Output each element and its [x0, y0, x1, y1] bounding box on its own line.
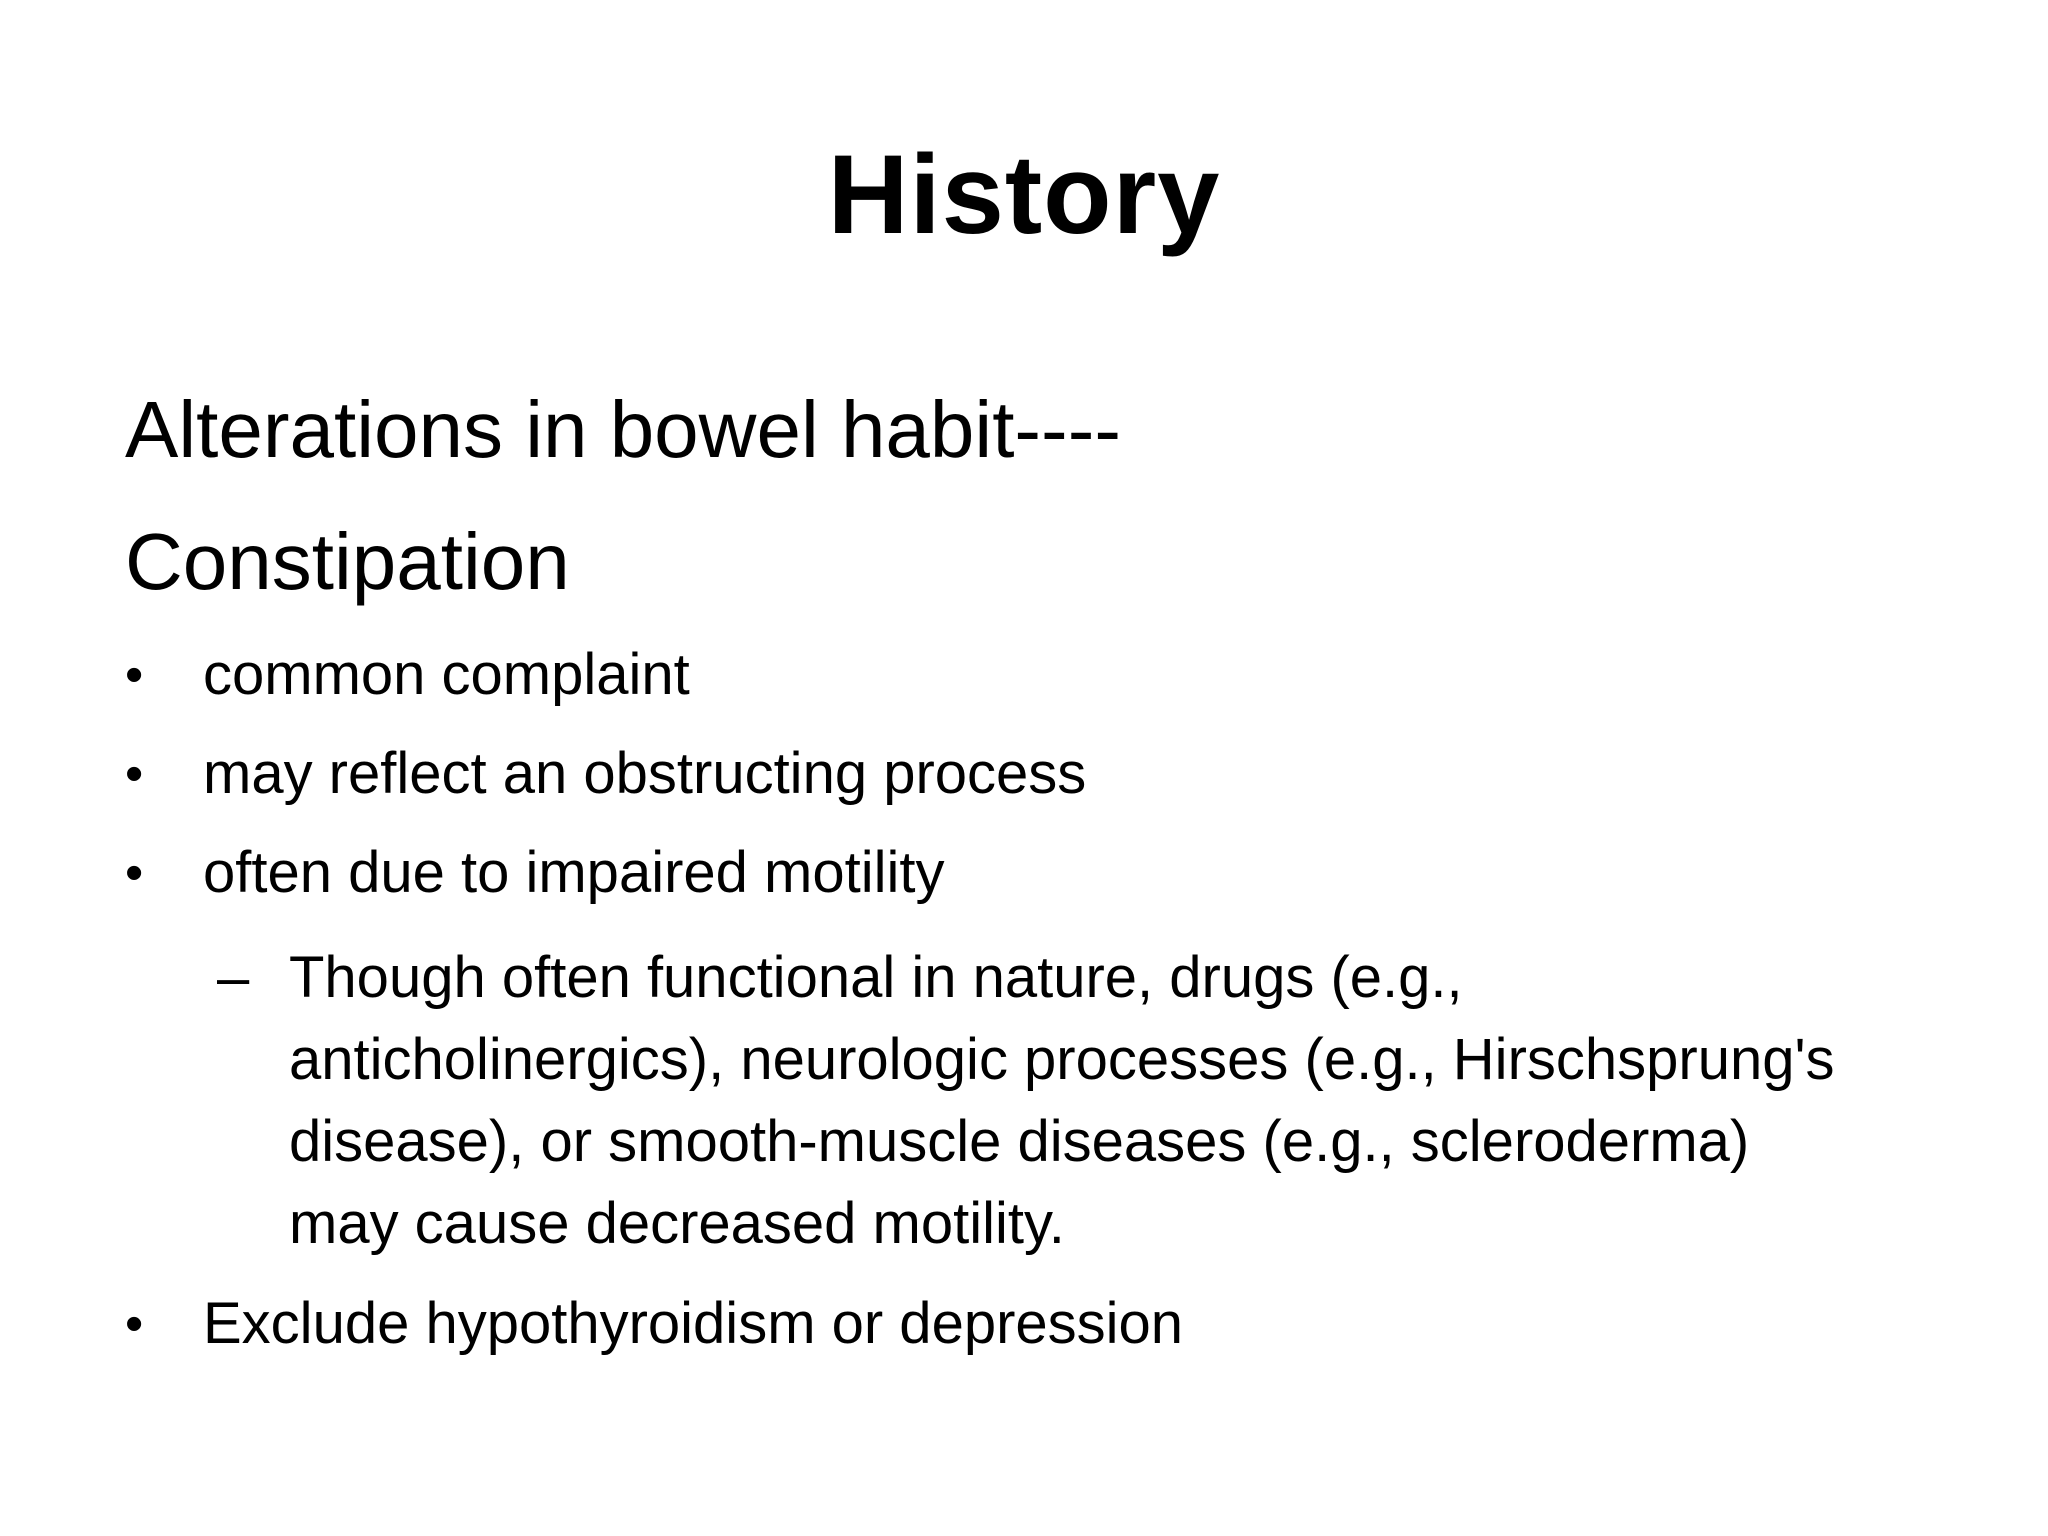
heading-bowel-habit: Alterations in bowel habit----: [125, 385, 1121, 474]
slide-title: History: [827, 132, 1221, 257]
slide-content: [125, 380, 1945, 1388]
sub-list-item: [217, 937, 1869, 1265]
bullet-icon: •: [125, 844, 144, 902]
bullet-list-final: [125, 1289, 1945, 1359]
bullet-text: may reflect an obstructing process: [203, 741, 1087, 806]
bullet-icon: •: [125, 745, 144, 803]
sub-bullet-text: Though often functional in nature, drugs (e.g., anticholinergics), neurologic processes (e.g., Hirschsprung's disease), or smooth-muscle diseases (e.g., scleroderma) may cause decreased motility.: [289, 945, 1835, 1256]
sub-bullet-list: [125, 937, 1945, 1265]
bullet-text: Exclude hypothyroidism or depression: [203, 1291, 1184, 1356]
bullet-list: [125, 640, 1945, 908]
heading-constipation: Constipation: [125, 517, 570, 606]
bullet-text: often due to impaired motility: [203, 840, 945, 905]
list-item: [125, 640, 1945, 710]
dash-icon: –: [217, 945, 250, 1010]
list-item: [125, 1289, 1945, 1359]
bullet-icon: •: [125, 646, 144, 704]
list-item: [125, 739, 1945, 809]
bullet-icon: •: [125, 1295, 144, 1353]
list-item: [125, 838, 1945, 908]
bullet-text: common complaint: [203, 642, 690, 707]
